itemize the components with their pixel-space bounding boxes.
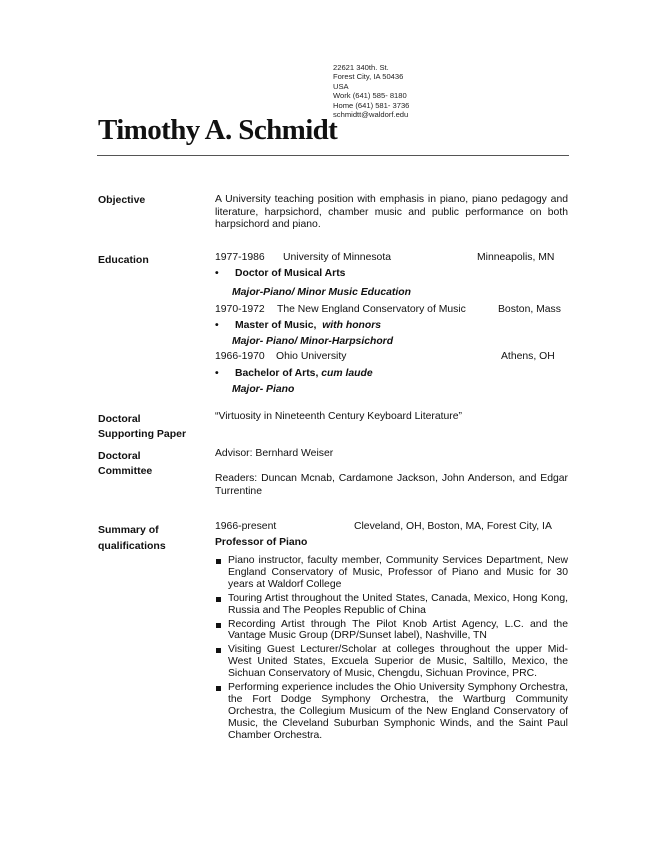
- education-location-3: Athens, OH: [501, 351, 555, 362]
- bullet-icon: •: [215, 320, 219, 331]
- doctoral-committee-label-line2: Committee: [98, 465, 153, 477]
- education-years-2: 1970-1972: [215, 304, 265, 315]
- education-label: Education: [98, 254, 149, 266]
- education-major-3: Major- Piano: [232, 384, 295, 395]
- contact-country: USA: [333, 81, 349, 91]
- doctoral-committee-label: [98, 449, 152, 479]
- doctoral-committee-label-line1: Doctoral: [98, 450, 141, 462]
- doctoral-paper-label-line2: Supporting Paper: [98, 428, 187, 440]
- education-school-2: The New England Conservatory of Music: [277, 304, 466, 315]
- education-school-3: Ohio University: [276, 351, 347, 362]
- objective-label: Objective: [98, 194, 146, 206]
- qualifications-list: [215, 555, 568, 744]
- summary-title: Professor of Piano: [215, 537, 308, 548]
- list-item: Touring Artist throughout the United States, Canada, Mexico, Hong Kong, Russia and The Peoples Republic of China: [215, 593, 568, 617]
- square-bullet-icon: [216, 686, 221, 691]
- education-school-1: University of Minnesota: [283, 252, 391, 263]
- degree-text: Bachelor of Arts,: [235, 368, 319, 379]
- contact-address: [333, 63, 409, 119]
- contact-home-phone: Home (641) 581- 3736: [333, 100, 410, 110]
- square-bullet-icon: [216, 559, 221, 564]
- degree-honor: with honors: [322, 320, 382, 331]
- objective-text: A University teaching position with emphasis in piano, piano pedagogy and literature, harpsichord, chamber music and public performance on both harpsichord and piano.: [215, 194, 568, 231]
- list-item: Performing experience includes the Ohio University Symphony Orchestra, the Fort Dodge Symphony Orchestra, the Wartburg Community Orchestra, the Collegium Musicum of the New England Conservatory of Music, the Cleveland Suburban Symphonic Winds, and the Saint Paul Chamber Orchestra.: [215, 682, 568, 742]
- committee-readers: Readers: Duncan Mcnab, Cardamone Jackson, John Anderson, and Edgar Turrentine: [215, 473, 568, 497]
- contact-email: schmidtt@waldorf.edu: [333, 110, 409, 120]
- square-bullet-icon: [216, 648, 221, 653]
- summary-locations: Cleveland, OH, Boston, MA, Forest City, IA: [354, 521, 552, 532]
- summary-row: [215, 521, 568, 534]
- education-years-1: 1977-1986: [215, 252, 265, 263]
- list-item: Visiting Guest Lecturer/Scholar at colleges throughout the upper Mid-West United States, Excuela Superior de Music, Saltillo, Mexico, the Sichuan Conservatory of Music, Chengdu, Sichuan Province, PRC.: [215, 644, 568, 680]
- resume-name: Timothy A. Schmidt: [98, 114, 338, 146]
- education-years-3: 1966-1970: [215, 351, 265, 362]
- list-item: Piano instructor, faculty member, Community Services Department, New England Conservatory of Music, Professor of Piano and Music for 30 years at Waldorf College: [215, 555, 568, 591]
- education-major-2: Major- Piano/ Minor-Harpsichord: [232, 336, 394, 347]
- square-bullet-icon: [216, 597, 221, 602]
- list-item: Recording Artist through The Pilot Knob Artist Agency, L.C. and the Vantage Music Group (DRP/Sunset label), Nashville, TN: [215, 619, 568, 643]
- contact-work-phone: Work (641) 585- 8180: [333, 91, 407, 101]
- contact-city: Forest City, IA 50436: [333, 72, 404, 82]
- education-row-3: [215, 351, 568, 364]
- bullet-icon: •: [215, 268, 219, 279]
- square-bullet-icon: [216, 623, 221, 628]
- degree-text: Master of Music,: [235, 320, 317, 331]
- contact-street: 22621 340th. St.: [333, 63, 389, 72]
- summary-label-line1: Summary of: [98, 524, 159, 536]
- education-major-1: Major-Piano/ Minor Music Education: [232, 287, 411, 298]
- header-divider: [97, 155, 569, 156]
- education-location-2: Boston, Mass: [498, 304, 561, 315]
- education-row-2: [215, 304, 568, 317]
- doctoral-paper-label-line1: Doctoral: [98, 413, 141, 425]
- summary-years: 1966-present: [215, 521, 277, 532]
- doctoral-paper-title: “Virtuosity in Nineteenth Century Keyboard Literature”: [215, 411, 463, 422]
- summary-label-line2: qualifications: [98, 540, 166, 552]
- doctoral-paper-label: [98, 412, 186, 442]
- degree-honor: cum laude: [321, 368, 373, 379]
- education-row-1: [215, 252, 568, 265]
- committee-advisor: Advisor: Bernhard Weiser: [215, 448, 334, 459]
- bullet-icon: •: [215, 368, 219, 379]
- degree-text: Doctor of Musical Arts: [235, 268, 346, 279]
- summary-label: [98, 522, 166, 554]
- education-location-1: Minneapolis, MN: [477, 252, 555, 263]
